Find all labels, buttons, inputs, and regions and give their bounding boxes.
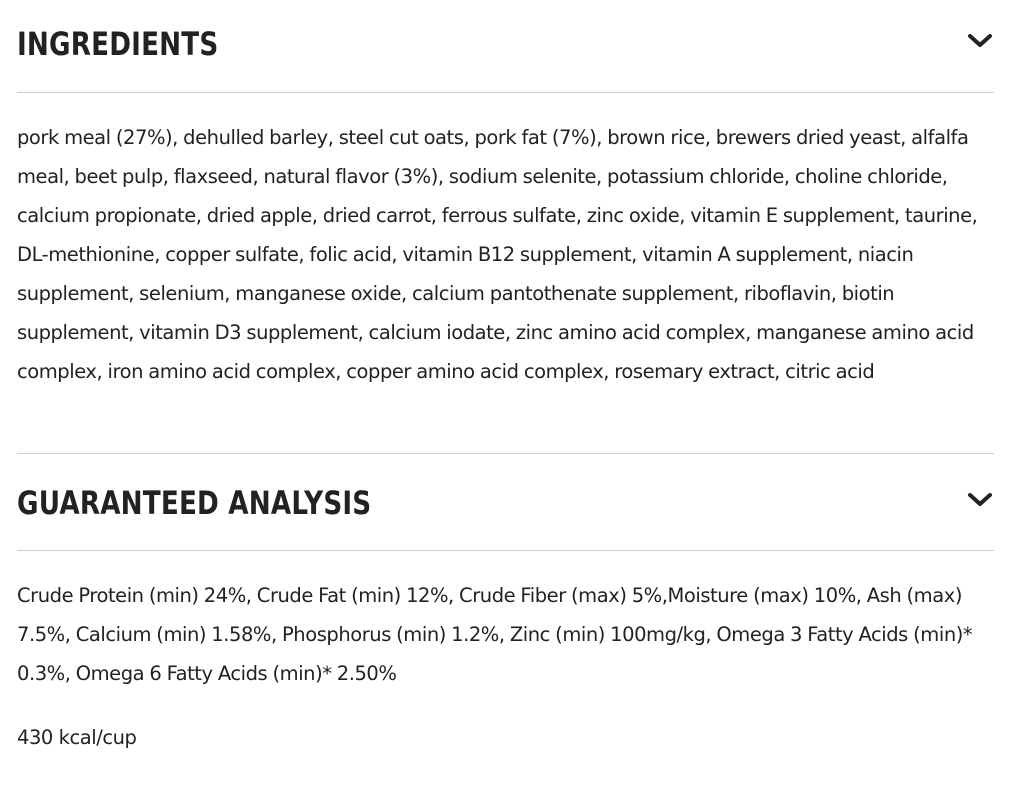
chevron-down-icon[interactable] (966, 30, 994, 52)
guaranteed-analysis-section (17, 481, 994, 525)
ingredients-title: INGREDIENTS (17, 25, 219, 63)
ingredients-text: pork meal (27%), dehulled barley, steel cut oats, pork fat (7%), brown rice, brewers dried yeast, alfalfa meal, beet pulp, flaxseed, natural flavor (3%), sodium selenite, potassium chloride, choline chloride, calcium propionate, dried apple, dried carrot, ferrous sulfate, zinc oxide, vitamin E supplement, taurine, DL-methionine, copper sulfate, folic acid, vitamin B12 supplement, vitamin A supplement, niacin supplement, selenium, manganese oxide, calcium pantothenate supplement, riboflavin, biotin supplement, vitamin D3 supplement, calcium iodate, zinc amino acid complex, manganese amino acid complex, iron amino acid complex, copper amino acid complex, rosemary extract, citric acid (17, 126, 978, 383)
ingredients-section (17, 22, 994, 66)
ingredients-header[interactable] (17, 22, 994, 66)
ingredients-divider (17, 92, 994, 93)
guaranteed-analysis-divider (17, 550, 994, 551)
section-divider (17, 453, 994, 454)
guaranteed-analysis-header[interactable] (17, 481, 994, 525)
guaranteed-analysis-title: GUARANTEED ANALYSIS (17, 484, 372, 522)
calorie-content: 430 kcal/cup (17, 726, 137, 749)
guaranteed-analysis-text: Crude Protein (min) 24%, Crude Fat (min) 12%, Crude Fiber (max) 5%,Moisture (max) 10%, Ash (max) 7.5%, Calcium (min) 1.58%, Phosphorus (min) 1.2%, Zinc (min) 100mg/kg, Omega 3 Fatty Acids (min)* 0.3%, Omega 6 Fatty Acids (min)* 2.50% (17, 584, 973, 685)
chevron-down-icon[interactable] (966, 489, 994, 511)
